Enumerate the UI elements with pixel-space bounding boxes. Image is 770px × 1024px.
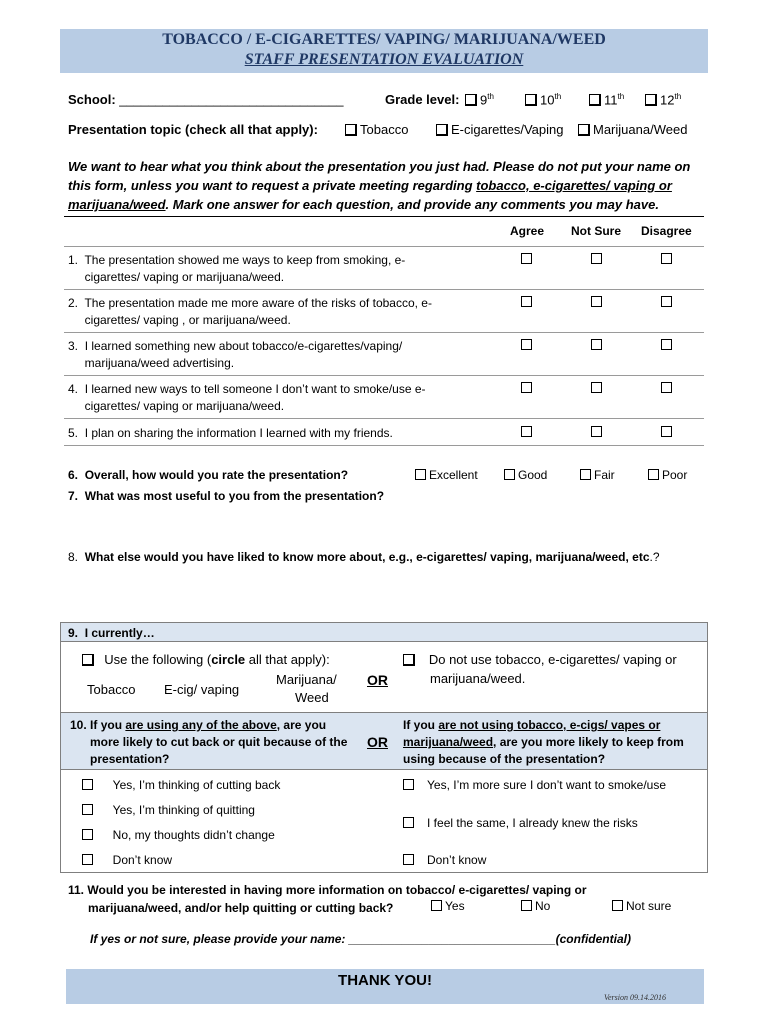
row-divider: [64, 375, 704, 376]
statement-row-1: 1. The presentation showed me ways to keep from smoking, e- cigarettes/ vaping or marijuana/weed.: [68, 253, 406, 284]
page-title: TOBACCO / E-CIGARETTES/ VAPING/ MARIJUANA/WEED: [162, 31, 606, 48]
grade-option-12[interactable]: 12th: [645, 92, 681, 107]
circle-item-ecig[interactable]: E-cig/ vaping: [164, 682, 240, 697]
not-sure-checkbox[interactable]: [591, 339, 602, 350]
checkbox-icon[interactable]: [578, 124, 590, 136]
topic-option-ecig[interactable]: E-cigarettes/Vaping: [436, 122, 564, 137]
question-10-right: If you are not using tobacco, e-cigs/ vapes or marijuana/weed, are you more likely to keep from using because of the presentation?: [403, 718, 684, 766]
not-sure-checkbox[interactable]: [591, 382, 602, 393]
checkbox-icon[interactable]: [82, 854, 93, 865]
row-divider: [64, 418, 704, 419]
checkbox-icon[interactable]: [82, 829, 93, 840]
question-11: 11. Would you be interested in having more information on tobacco/ e-cigarettes/ vaping or marijuana/weed, and/or help quitting or cutting back?: [68, 883, 587, 915]
checkbox-icon[interactable]: [431, 900, 442, 911]
thank-you: THANK YOU!: [338, 972, 432, 989]
topic-option-marijuana[interactable]: Marijuana/Weed: [578, 122, 687, 137]
answer-area-8[interactable]: [68, 568, 704, 618]
checkbox-icon[interactable]: [82, 779, 93, 790]
grade-option-10[interactable]: 10th: [525, 92, 561, 107]
do-not-use-option[interactable]: Do not use tobacco, e-cigarettes/ vaping or: [403, 652, 677, 667]
or-label: OR: [367, 734, 388, 750]
header-not-sure: Not Sure: [571, 224, 622, 238]
header-agree: Agree: [510, 224, 545, 238]
statement-row-5: 5. I plan on sharing the information I learned with my friends.: [68, 426, 393, 440]
header-disagree: Disagree: [641, 224, 692, 238]
checkbox-icon[interactable]: [504, 469, 515, 480]
disagree-checkbox[interactable]: [661, 426, 672, 437]
statement-row-2: 2. The presentation made me more aware of the risks of tobacco, e- cigarettes/ vaping , or marijuana/weed.: [68, 296, 432, 327]
checkbox-icon[interactable]: [465, 94, 477, 106]
checkbox-icon[interactable]: [403, 779, 414, 790]
agree-checkbox[interactable]: [521, 382, 532, 393]
checkbox-icon[interactable]: [82, 804, 93, 815]
checkbox-icon[interactable]: [415, 469, 426, 480]
disagree-checkbox[interactable]: [661, 296, 672, 307]
q10-left-option-4[interactable]: Don’t know: [82, 853, 172, 867]
checkbox-icon[interactable]: [648, 469, 659, 480]
agree-checkbox[interactable]: [521, 339, 532, 350]
not-sure-checkbox[interactable]: [591, 426, 602, 437]
checkbox-icon[interactable]: [403, 854, 414, 865]
checkbox-icon[interactable]: [612, 900, 623, 911]
instructions: We want to hear what you think about the presentation you just had. Please do not put your name on this form, unless you want to request a private meeting regarding tobacco, e-cigarettes/ vaping or marijuana/weed. Mark one answer for each question, and provide any comments you may have.: [68, 159, 691, 212]
checkbox-icon[interactable]: [525, 94, 537, 106]
version-label: Version 09.14.2016: [604, 993, 666, 1002]
row-divider: [64, 246, 704, 247]
disagree-checkbox[interactable]: [661, 339, 672, 350]
q10-left-option-2[interactable]: Yes, I’m thinking of quitting: [82, 803, 255, 817]
not-sure-checkbox[interactable]: [591, 253, 602, 264]
question-6: 6. Overall, how would you rate the presentation?: [68, 468, 349, 482]
divider: [64, 216, 704, 217]
name-prompt[interactable]: If yes or not sure, please provide your name: _______________________________(confidential): [90, 932, 631, 946]
checkbox-icon[interactable]: [403, 817, 414, 828]
question-9: 9. I currently…: [68, 626, 155, 640]
q11-no[interactable]: No: [521, 899, 550, 913]
q9-header-band: [60, 622, 708, 642]
checkbox-icon[interactable]: [580, 469, 591, 480]
q11-yes[interactable]: Yes: [431, 899, 465, 913]
circle-item-marijuana[interactable]: Marijuana/: [276, 672, 337, 687]
statement-row-4: 4. I learned new ways to tell someone I don’t want to smoke/use e- cigarettes/ vaping or marijuana/weed.: [68, 382, 426, 413]
circle-item-weed[interactable]: Weed: [295, 690, 329, 705]
grade-label: Grade level:: [385, 92, 460, 107]
row-divider: [64, 445, 704, 446]
page-subtitle: STAFF PRESENTATION EVALUATION: [244, 51, 524, 68]
q10-right-option-2[interactable]: I feel the same, I already knew the risks: [403, 816, 638, 830]
checkbox-icon[interactable]: [345, 124, 357, 136]
statement-row-3: 3. I learned something new about tobacco/e-cigarettes/vaping/ marijuana/weed advertising.: [68, 339, 403, 370]
school-blank[interactable]: _______________________________: [119, 92, 344, 107]
grade-option-9[interactable]: 9th: [465, 92, 494, 107]
topic-option-tobacco[interactable]: Tobacco: [345, 122, 408, 137]
not-sure-checkbox[interactable]: [591, 296, 602, 307]
checkbox-icon[interactable]: [403, 654, 415, 666]
use-following-option[interactable]: Use the following (circle all that apply):: [82, 652, 330, 667]
grade-option-11[interactable]: 11th: [589, 92, 624, 107]
q11-not-sure[interactable]: Not sure: [612, 899, 671, 913]
q10-right-option-1[interactable]: Yes, I’m more sure I don’t want to smoke/use: [403, 778, 666, 792]
question-8: 8. What else would you have liked to know more about, e.g., e-cigarettes/ vaping, marijuana/weed, etc.?: [68, 550, 660, 564]
checkbox-icon[interactable]: [645, 94, 657, 106]
q10-left-option-3[interactable]: No, my thoughts didn’t change: [82, 828, 275, 842]
rating-excellent[interactable]: Excellent: [415, 468, 478, 482]
rating-poor[interactable]: Poor: [648, 468, 687, 482]
agree-checkbox[interactable]: [521, 426, 532, 437]
school-field[interactable]: [68, 92, 343, 107]
circle-item-tobacco[interactable]: Tobacco: [87, 682, 136, 697]
disagree-checkbox[interactable]: [661, 382, 672, 393]
agree-checkbox[interactable]: [521, 253, 532, 264]
row-divider: [64, 289, 704, 290]
row-divider: [64, 332, 704, 333]
topic-label: Presentation topic (check all that apply):: [68, 122, 318, 137]
rating-good[interactable]: Good: [504, 468, 547, 482]
school-label: School:: [68, 92, 116, 107]
agree-checkbox[interactable]: [521, 296, 532, 307]
checkbox-icon[interactable]: [436, 124, 448, 136]
answer-area-7[interactable]: [68, 506, 704, 544]
checkbox-icon[interactable]: [82, 654, 94, 666]
q10-left-option-1[interactable]: Yes, I’m thinking of cutting back: [82, 778, 280, 792]
checkbox-icon[interactable]: [521, 900, 532, 911]
checkbox-icon[interactable]: [589, 94, 601, 106]
question-10-left: 10. If you are using any of the above, are you more likely to cut back or quit because of the presentation?: [70, 718, 348, 766]
disagree-checkbox[interactable]: [661, 253, 672, 264]
do-not-use-text: marijuana/weed.: [430, 671, 526, 686]
q10-right-option-3[interactable]: Don’t know: [403, 853, 486, 867]
rating-fair[interactable]: Fair: [580, 468, 615, 482]
question-7: 7. What was most useful to you from the presentation?: [68, 489, 385, 503]
or-label: OR: [367, 672, 388, 688]
